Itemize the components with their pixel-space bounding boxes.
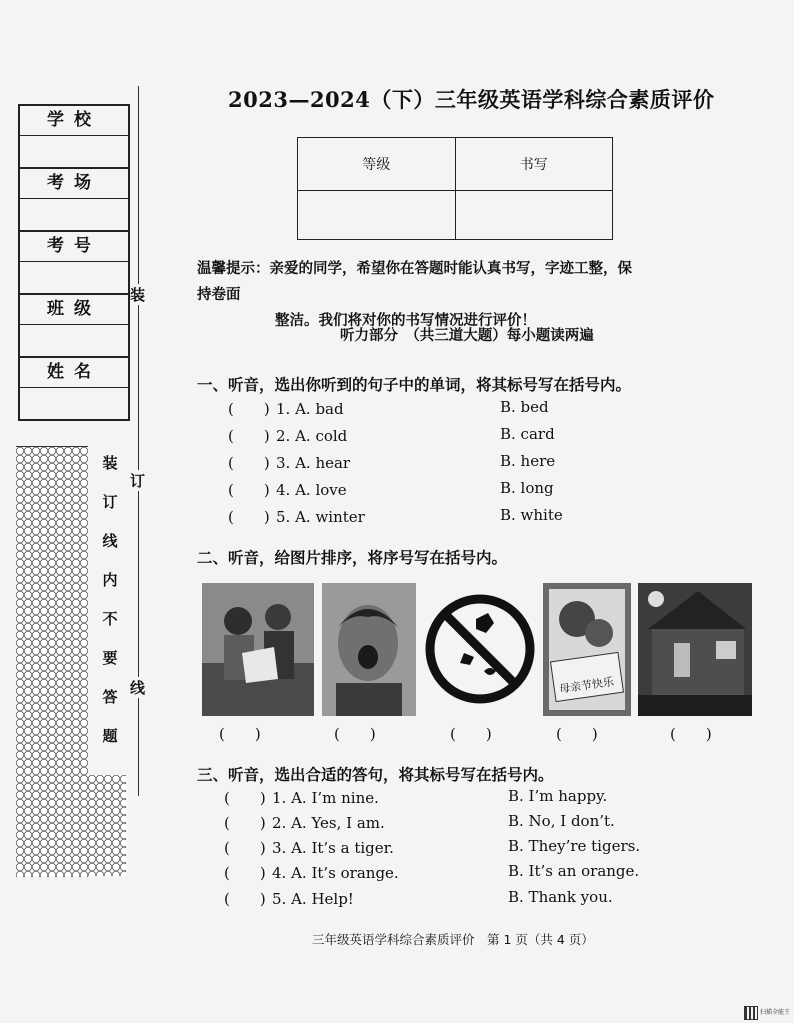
- section3-item: [224, 787, 379, 814]
- page-footer: 三年级英语学科综合素质评价 第 1 页（共 4 页）: [312, 932, 594, 947]
- answer-paren[interactable]: ( ): [224, 890, 266, 908]
- no-littering-sign: [424, 583, 536, 716]
- answer-paren[interactable]: ( ): [228, 454, 270, 472]
- tip-line-2: 整洁。我们将对你的书写情况进行评价！: [275, 313, 536, 329]
- tip-line-1: 温馨提示：亲爱的同学，希望你在答题时能认真书写，字迹工整，保持卷面: [197, 261, 632, 303]
- option-b: B. Thank you.: [508, 888, 613, 906]
- picture-house-at-night: [638, 583, 752, 716]
- page-title: 2023—2024（下）三年级英语学科综合素质评价: [228, 87, 715, 112]
- option-b: B. They’re tigers.: [508, 837, 641, 855]
- section3-item: [224, 888, 354, 915]
- house-at-night-illustration: [638, 583, 752, 716]
- scanner-brand: 扫描全能王: [760, 1009, 791, 1016]
- writing-header: 书写: [455, 138, 613, 191]
- section1-item: [228, 398, 344, 425]
- option-a: 5. A. Help!: [272, 890, 354, 908]
- option-b: B. No, I don’t.: [508, 812, 615, 830]
- section1-item: [228, 479, 347, 506]
- answer-paren[interactable]: ( ): [228, 508, 270, 526]
- info-field[interactable]: [20, 199, 128, 230]
- notice-char: 题: [102, 727, 118, 745]
- option-b: B. bed: [500, 398, 549, 416]
- option-a: 5. A. winter: [276, 508, 365, 526]
- info-row-school: [20, 106, 128, 169]
- notice-char: 答: [102, 688, 118, 706]
- notice-char: 线: [102, 532, 118, 550]
- option-b: B. I’m happy.: [508, 787, 608, 805]
- option-b: B. here: [500, 452, 556, 470]
- section1-title: 一、听音，选出你听到的句子中的单词，将其标号写在括号内。: [197, 376, 632, 394]
- answer-paren[interactable]: ( ): [670, 725, 712, 743]
- answer-paren[interactable]: ( ): [224, 839, 266, 857]
- info-row-name: [20, 358, 128, 419]
- answer-paren[interactable]: ( ): [450, 725, 492, 743]
- option-a: 1. A. I’m nine.: [272, 789, 379, 807]
- option-a: 4. A. love: [276, 481, 347, 499]
- picture-no-litter-sign: [424, 583, 536, 716]
- tip-text: [197, 256, 637, 334]
- writing-cell[interactable]: [455, 191, 613, 240]
- info-field[interactable]: [20, 262, 128, 293]
- option-b: B. It’s an orange.: [508, 862, 640, 880]
- honeycomb-pattern: [16, 446, 88, 877]
- info-row-room: [20, 169, 128, 232]
- option-a: 3. A. hear: [276, 454, 351, 472]
- info-field[interactable]: [20, 136, 128, 167]
- info-field[interactable]: [20, 388, 128, 419]
- picture-boy-shouting: [322, 583, 416, 716]
- grade-cell[interactable]: [298, 191, 456, 240]
- grade-header: 等级: [298, 138, 456, 191]
- option-a: 2. A. Yes, I am.: [272, 814, 385, 832]
- notice-char: 装: [102, 454, 118, 472]
- boy-shouting-photo: [322, 583, 416, 716]
- section1-item: [228, 452, 350, 479]
- section1-item: [228, 425, 347, 452]
- section3-item: [224, 862, 399, 889]
- notice-char: 内: [102, 571, 118, 589]
- student-info-box: [18, 104, 130, 421]
- answer-paren[interactable]: ( ): [228, 427, 270, 445]
- info-label: 考场: [20, 169, 128, 199]
- option-a: 4. A. It’s orange.: [272, 864, 399, 882]
- section2-title: 二、听音，给图片排序，将序号写在括号内。: [197, 549, 508, 567]
- section3-title: 三、听音，选出合适的答句，将其标号写在括号内。: [197, 766, 554, 784]
- answer-paren[interactable]: ( ): [334, 725, 376, 743]
- qr-code-icon: [744, 1006, 758, 1020]
- info-row-number: [20, 232, 128, 295]
- info-field[interactable]: [20, 325, 128, 356]
- option-a: 1. A. bad: [276, 400, 344, 418]
- info-label: 班级: [20, 295, 128, 325]
- grade-table: [297, 137, 613, 240]
- binding-char: 线: [130, 679, 146, 697]
- section3-item: [224, 812, 385, 839]
- answer-paren[interactable]: ( ): [556, 725, 598, 743]
- answer-paren[interactable]: ( ): [224, 864, 266, 882]
- info-label: 姓名: [20, 358, 128, 388]
- info-label: 学校: [20, 106, 128, 136]
- section1-item: [228, 506, 365, 533]
- section3-item: [224, 837, 394, 864]
- listening-header: 听力部分 （共三道大题）每小题读两遍: [340, 328, 594, 344]
- answer-paren[interactable]: ( ): [219, 725, 261, 743]
- picture-children-reading: [202, 583, 314, 716]
- card-text: 母亲节快乐: [558, 675, 615, 696]
- notice-char: 不: [102, 610, 118, 628]
- option-a: 3. A. It’s a tiger.: [272, 839, 394, 857]
- answer-paren[interactable]: ( ): [228, 400, 270, 418]
- honeycomb-pattern: [88, 775, 126, 876]
- answer-paren[interactable]: ( ): [224, 814, 266, 832]
- option-b: B. long: [500, 479, 554, 497]
- mothers-day-card: [543, 583, 631, 716]
- no-answer-notice: [99, 452, 121, 764]
- binding-char: 装: [130, 286, 146, 304]
- picture-mothers-day-card: [543, 583, 631, 716]
- option-b: B. card: [500, 425, 555, 443]
- option-b: B. white: [500, 506, 563, 524]
- notice-char: 订: [102, 493, 118, 511]
- info-row-class: [20, 295, 128, 358]
- notice-char: 要: [102, 649, 118, 667]
- answer-paren[interactable]: ( ): [228, 481, 270, 499]
- binding-char: 订: [130, 472, 146, 490]
- children-reading-photo: [202, 583, 314, 716]
- answer-paren[interactable]: ( ): [224, 789, 266, 807]
- option-a: 2. A. cold: [276, 427, 348, 445]
- info-label: 考号: [20, 232, 128, 262]
